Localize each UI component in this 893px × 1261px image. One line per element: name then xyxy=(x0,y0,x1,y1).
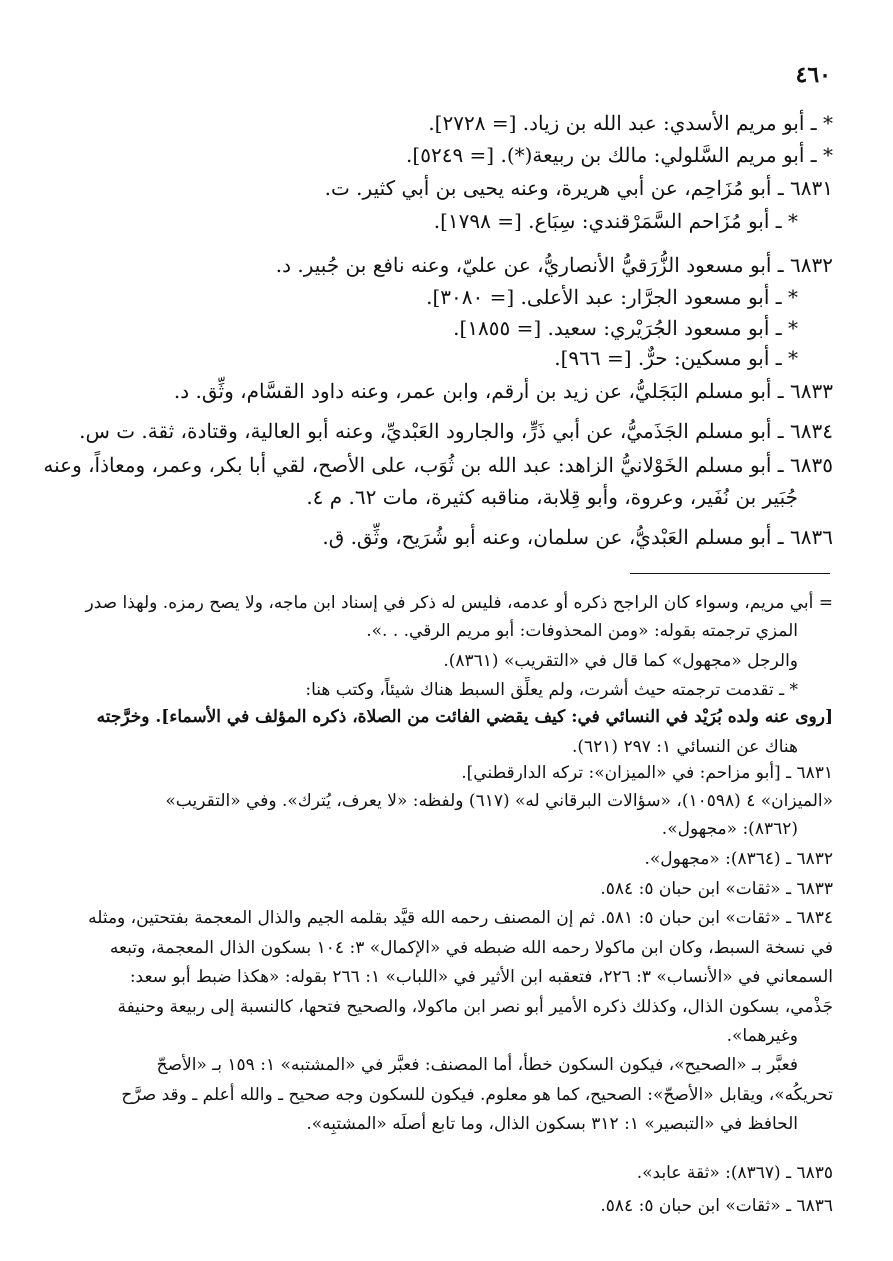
entry-line: * ـ أبو مريم السَّلولي: مالك بن ربيعة(*). [= ٥٢٤٩]. xyxy=(406,143,833,167)
footnote-line: في نسخة السبط، وكان ابن ماكولا رحمه الله ضبطه في «الإكمال» ٣: ١٠٤ بسكون الذال المعجمة، وتبعه xyxy=(109,938,833,958)
entry-line: ٦٨٣٦ ـ أبو مسلم العَبْديُّ، عن سلمان، وعنه أبو شُرَيح، وثِّق. ق. xyxy=(322,525,833,549)
footnote-line: والرجل «مجهول» كما قال في «التقريب» (٨٣٦١). xyxy=(443,651,798,671)
entry-line: جُبَير بن نُفَير، وعروة، وأبو قِلابة، مناقبه كثيرة، مات ٦٢. م ٤. xyxy=(306,485,798,509)
footnote-line: الحافظ في «التبصير» ١: ٣١٢ بسكون الذال، وما تابع أصلَه «المشتبِه». xyxy=(306,1114,798,1134)
footnote-line: ٦٨٣٣ ـ «ثقات» ابن حبان ٥: ٥٨٤. xyxy=(600,879,833,899)
page-number: ٤٦٠ xyxy=(795,62,831,88)
footnote-line: ٦٨٣١ ـ [أبو مزاحم: في «الميزان»: تركه الدارقطني]. xyxy=(461,763,833,783)
entry-line: * ـ أبو مريم الأسدي: عبد الله بن زياد. [= ٢٧٢٨]. xyxy=(428,111,833,135)
entry-line: * ـ أبو مسعود الجرَّار: عبد الأعلى. [= ٣٠٨٠]. xyxy=(426,285,798,309)
entry-line: ٦٨٣٣ ـ أبو مسلم البَجَليُّ، عن زيد بن أرقم، وابن عمر، وعنه داود القسَّام، وثِّق. د. xyxy=(173,379,833,403)
footnote-line: * ـ تقدمت ترجمته حيث أشرت، ولم يعلِّق السبط هناك شيئاً، وكتب هنا: xyxy=(305,680,798,700)
footnote-line: (٨٣٦٢): «مجهول». xyxy=(661,819,798,839)
footnote-line: وغيرهما». xyxy=(726,1026,798,1046)
entry-line: * ـ أبو مُزَاحم السَّمَرْقندي: سِبَاع. [= ١٧٩٨]. xyxy=(433,209,798,233)
footnote-line: [روى عنه ولده بُرَيْد في النسائي في: كيف يقضي الفائت من الصلاة، ذكره المؤلف في الأسماء]. وخرَّجته xyxy=(96,707,833,727)
footnote-line: فعبَّر بـ «الصحيح»، فيكون السكون خطأً، أما المصنف: فعبَّر في «المشتبه» ١: ١٥٩ بـ «الأصحّ xyxy=(156,1055,798,1075)
footnote-line: ٦٨٣٥ ـ (٨٣٦٧): «ثقة عابد». xyxy=(636,1163,833,1183)
footnote-line: «الميزان» ٤ (١٠٥٩٨)، «سؤالات البرقاني له» (٦١٧) ولفظه: «لا يعرف، يُترك». وفي «التقريب» xyxy=(165,791,833,811)
footnote-line: ٦٨٣٦ ـ «ثقات» ابن حبان ٥: ٥٨٤. xyxy=(600,1196,833,1216)
entry-line: ٦٨٣٤ ـ أبو مسلم الجَذَميُّ، عن أبي ذَرٍّ، والجارود العَبْديِّ، وعنه أبو العالية، وقتادة، ثقة. ت س. xyxy=(79,419,833,443)
entry-line: ٦٨٣١ ـ أبو مُزَاحِم، عن أبي هريرة، وعنه يحيى بن أبي كثير. ت. xyxy=(324,176,833,200)
entry-line: * ـ أبو مسكين: حرٌّ. [= ٩٦٦]. xyxy=(554,346,798,370)
footnote-line: تحريكُه»، ويقابل «الأصحّ»: الصحيح، كما هو معلوم. فيكون للسكون وجه صحيح ـ والله أعلم ـ وقد صرَّح xyxy=(121,1085,833,1105)
entry-line: ٦٨٣٢ ـ أبو مسعود الزُّرَقيُّ الأنصاريُّ، عن عليّ، وعنه نافع بن جُبير. د. xyxy=(275,253,833,277)
footnote-line: ٦٨٣٤ ـ «ثقات» ابن حبان ٥: ٥٨١. ثم إن المصنف رحمه الله قيَّد بقلمه الجيم والذال المعجمة بفتحتين، ومثله xyxy=(88,908,833,928)
footnote-line: ٦٨٣٢ ـ (٨٣٦٤): «مجهول». xyxy=(644,849,833,869)
entry-line: * ـ أبو مسعود الجُرَيْري: سعيد. [= ١٨٥٥]. xyxy=(453,316,798,340)
footnote-line: جَذْمي، بسكون الذال، وكذلك ذكره الأمير أبو نصر ابن ماكولا، والصحيح فتحها، كالنسبة إلى ربيعة وحنيفة xyxy=(117,997,833,1017)
footnote-divider xyxy=(630,573,830,574)
footnote-line: = أبي مريم، وسواء كان الراجح ذكره أو عدمه، فليس له ذكر في إسناد ابن ماجه، ولا يصح رمزه. ولهذا صدر xyxy=(85,593,833,613)
footnote-line: هناك عن النسائي ١: ٢٩٧ (٦٢١). xyxy=(571,737,798,757)
entry-line: ٦٨٣٥ ـ أبو مسلم الخَوْلانيُّ الزاهد: عبد الله بن ثُوَب، على الأصح، لقي أبا بكر، وعمر، ومعاذاً، وعنه xyxy=(43,453,833,477)
footnote-line: السمعاني في «الأنساب» ٣: ٢٢٦، فتعقبه ابن الأثير في «اللباب» ١: ٢٦٦ بقوله: «هكذا ضبط أبو سعد: xyxy=(129,967,833,987)
footnote-line: المزي ترجمته بقوله: «ومن المحذوفات: أبو مريم الرقي. . .». xyxy=(366,621,798,641)
